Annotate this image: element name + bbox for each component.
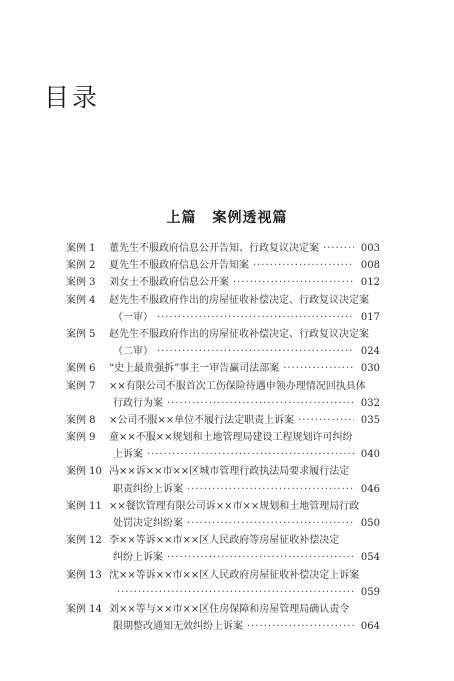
- case-number: 案例 9: [66, 432, 96, 444]
- page-number: 030: [360, 363, 380, 375]
- toc-entry[interactable]: [66, 412, 380, 429]
- dot-leader: [233, 274, 354, 291]
- toc-entry-line: [66, 257, 380, 274]
- page-number: 008: [360, 260, 380, 272]
- case-title: （二审）: [113, 346, 153, 358]
- case-number: 案例 4: [66, 294, 96, 306]
- dot-leader: [157, 343, 354, 360]
- toc-entry-continuation: [66, 515, 380, 532]
- toc-entry[interactable]: [66, 257, 380, 274]
- toc-entry[interactable]: [66, 292, 380, 326]
- toc-entry-continuation: [66, 309, 380, 326]
- toc-entry-line: [66, 292, 380, 309]
- dot-leader: [323, 240, 354, 257]
- case-number: 案例 8: [66, 414, 96, 426]
- case-number: 案例 1: [66, 243, 96, 254]
- toc-entry-line: [66, 360, 380, 377]
- page-number: 035: [360, 414, 380, 426]
- toc-entry[interactable]: [66, 378, 380, 412]
- toc-entry[interactable]: [66, 498, 380, 532]
- dot-leader: [187, 515, 354, 532]
- toc-entry-line: [66, 601, 380, 618]
- toc-entry-continuation: [66, 584, 380, 601]
- case-title: 限期整改通知无效纠纷上诉案: [113, 621, 243, 633]
- toc-entry-line: [66, 567, 380, 584]
- toc-entry-continuation: [66, 549, 380, 566]
- dot-leader: [298, 412, 354, 429]
- toc-entry[interactable]: [66, 601, 380, 635]
- dot-leader: [117, 584, 354, 601]
- case-title: 童××不服××规划和土地管理局建设工程规划许可纠纷: [109, 432, 353, 444]
- page-number: 017: [360, 311, 380, 323]
- part-title: [0, 207, 454, 227]
- case-title: （一审）: [113, 311, 153, 323]
- case-number: 案例 11: [66, 500, 102, 512]
- case-title: 董先生不服政府信息公开告知、行政复议决定案: [109, 243, 319, 254]
- case-title: ×公司不服××单位不履行法定职责上诉案: [109, 414, 295, 426]
- dot-leader: [247, 618, 354, 635]
- toc-entry[interactable]: [66, 463, 380, 497]
- page-number: 054: [360, 552, 380, 564]
- toc-entry[interactable]: [66, 274, 380, 291]
- toc-entry-continuation: [66, 395, 380, 412]
- page-number: 059: [360, 586, 380, 598]
- case-title: 刘××等与××市××区住房保障和房屋管理局确认责令: [109, 603, 350, 615]
- case-number: 案例 5: [66, 328, 96, 340]
- case-title: 刘女士不服政府信息公开案: [109, 277, 229, 289]
- toc-entry[interactable]: [66, 240, 380, 257]
- toc-entry[interactable]: [66, 429, 380, 463]
- case-number: 案例 14: [66, 603, 102, 615]
- part-label: 上篇: [166, 210, 197, 226]
- toc-entry-list: [66, 240, 380, 635]
- toc-entry-line: [66, 498, 380, 515]
- toc-entry-line: [66, 274, 380, 291]
- toc-entry-line: [66, 378, 380, 395]
- dot-leader: [283, 360, 354, 377]
- toc-entry-continuation: [66, 481, 380, 498]
- toc-entry[interactable]: [66, 567, 380, 601]
- case-title: 赵先生不服政府作出的房屋征收补偿决定、行政复议决定案: [109, 328, 369, 340]
- dot-leader: [187, 481, 354, 498]
- case-title: ××餐饮管理有限公司诉××市××规划和土地管理局行政: [109, 500, 360, 512]
- case-title: 处罚决定纠纷案: [113, 518, 183, 529]
- case-number: 案例 7: [66, 380, 96, 392]
- toc-entry[interactable]: [66, 326, 380, 360]
- case-title: 李××等诉××市××区人民政府等房屋征收补偿决定: [109, 535, 340, 547]
- page-number: 050: [360, 518, 380, 529]
- case-title: 纠纷上诉案: [113, 552, 163, 564]
- case-title: 夏先生不服政府信息公开告知案: [109, 260, 249, 272]
- page-number: 012: [360, 277, 380, 289]
- case-title: 职责纠纷上诉案: [113, 483, 183, 495]
- dot-leader: [253, 257, 354, 274]
- case-number: 案例 3: [66, 277, 96, 289]
- case-number: 案例 12: [66, 535, 102, 547]
- toc-entry-continuation: [66, 446, 380, 463]
- case-title: 上诉案: [113, 449, 143, 461]
- case-title: ××有限公司不服首次工伤保险待遇申领办理情况回执具体: [109, 380, 366, 392]
- page-number: 003: [360, 243, 380, 254]
- case-number: 案例 2: [66, 260, 96, 272]
- case-number: 案例 10: [66, 466, 102, 478]
- toc-entry-line: [66, 240, 380, 257]
- dot-leader: [147, 446, 354, 463]
- toc-entry-line: [66, 326, 380, 343]
- toc-title: 目录: [44, 83, 101, 112]
- dot-leader: [167, 549, 354, 566]
- toc-entry-line: [66, 412, 380, 429]
- dot-leader: [167, 395, 354, 412]
- page-number: 032: [360, 397, 380, 409]
- case-title: 冯××诉××市××区城市管理行政执法局要求履行法定: [109, 466, 350, 478]
- toc-entry-line: [66, 429, 380, 446]
- toc-entry-continuation: [66, 343, 380, 360]
- case-number: 案例 13: [66, 569, 102, 581]
- dot-leader: [157, 309, 354, 326]
- case-number: 案例 6: [66, 363, 96, 375]
- case-title: 赵先生不服政府作出的房屋征收补偿决定、行政复议决定案: [109, 294, 369, 306]
- case-title: “史上最贵强拆”事主一审告赢司法部案: [109, 363, 280, 375]
- toc-entry-line: [66, 532, 380, 549]
- case-title: 沈××等诉××市××区人民政府房屋征收补偿决定上诉案: [109, 569, 360, 581]
- toc-entry-line: [66, 463, 380, 480]
- page-number: 046: [360, 483, 380, 495]
- toc-entry[interactable]: [66, 360, 380, 377]
- toc-entry-continuation: [66, 618, 380, 635]
- page-number: 040: [360, 449, 380, 461]
- part-name: 案例透视篇: [212, 210, 288, 226]
- case-title: 行政行为案: [113, 397, 163, 409]
- page-number: 064: [360, 621, 380, 633]
- toc-entry[interactable]: [66, 532, 380, 566]
- page-number: 024: [360, 346, 380, 358]
